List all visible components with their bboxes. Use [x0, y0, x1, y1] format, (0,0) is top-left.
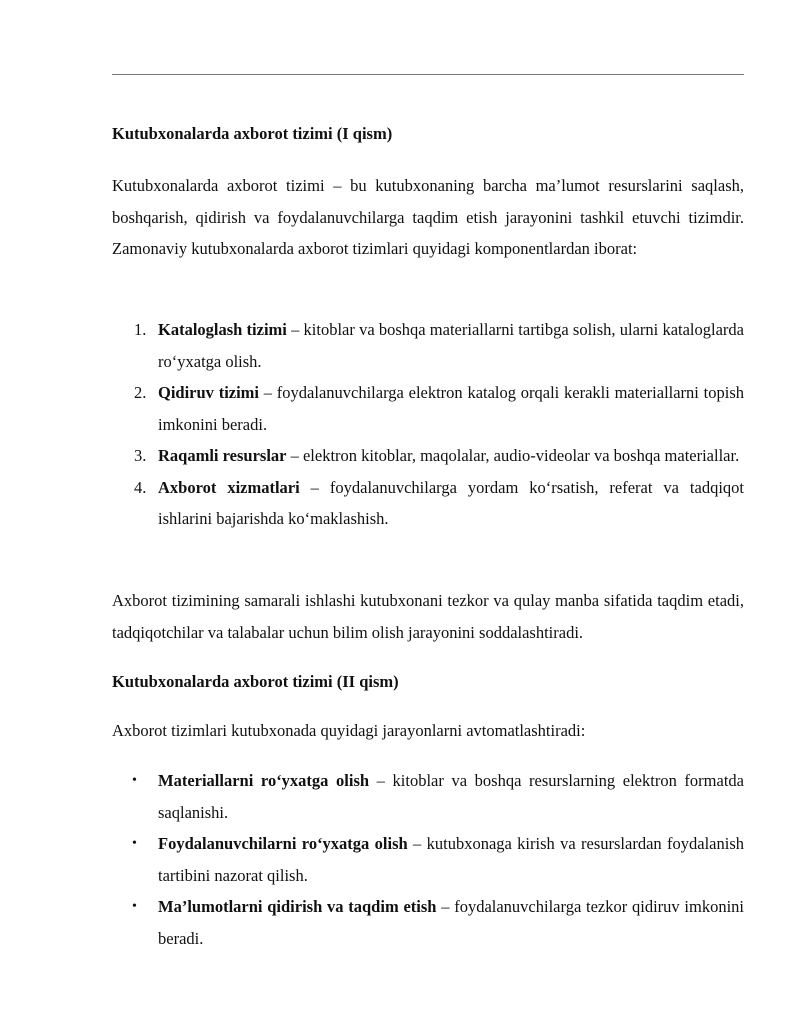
- list-item-text: – foydalanuvchilarga tezkor qidiruv imkonini beradi.: [158, 897, 744, 948]
- list-item-term: Raqamli resurslar: [158, 446, 287, 465]
- list-number: 2.: [134, 383, 147, 402]
- bullet-icon: •: [132, 836, 137, 851]
- section-1-numbered-list: [112, 314, 744, 535]
- section-2-heading: Kutubxonalarda axborot tizimi (II qism): [112, 672, 399, 691]
- section-1-outro: Axborot tizimining samarali ishlashi kutubxonani tezkor va qulay manba sifatida taqdim etadi, tadqiqotchilar va talabalar uchun bilim olish jarayonini soddalashtiradi.: [112, 591, 744, 642]
- bullet-list-item: [112, 891, 744, 954]
- bullet-list-item: [112, 828, 744, 891]
- list-item-term: Materiallarni ro‘yxatga olish: [158, 771, 370, 790]
- section-1-heading: Kutubxonalarda axborot tizimi (I qism): [112, 124, 393, 143]
- list-item-text: – kutubxonaga kirish va resurslardan foydalanish tartibini nazorat qilish.: [158, 834, 744, 885]
- bullet-icon: •: [132, 899, 137, 914]
- list-item-text: – foydalanuvchilarga yordam ko‘rsatish, referat va tadqiqot ishlarini bajarishda ko‘maklashish.: [158, 477, 744, 528]
- list-item-text: – kitoblar va boshqa materiallarni tartibga solish, ularni kataloglarda ro‘yxatga olish.: [158, 320, 744, 371]
- list-number: 1.: [134, 320, 147, 339]
- list-item-text: – elektron kitoblar, maqolalar, audio-videolar va boshqa materiallar.: [286, 446, 740, 465]
- list-item-term: Kataloglash tizimi: [158, 320, 287, 339]
- numbered-list-item: [112, 314, 744, 377]
- section-2-bullet-list: [112, 765, 744, 954]
- list-number: 3.: [134, 446, 147, 465]
- numbered-list-item: [112, 377, 744, 440]
- section-2-intro: Axborot tizimlari kutubxonada quyidagi jarayonlarni avtomatlashtiradi:: [112, 721, 586, 740]
- list-item-term: Ma’lumotlarni qidirish va taqdim etish: [158, 897, 437, 916]
- numbered-list-item: [112, 472, 744, 535]
- numbered-list-item: [112, 440, 744, 472]
- bullet-icon: •: [132, 773, 137, 788]
- section-1-intro: Kutubxonalarda axborot tizimi – bu kutubxonaning barcha ma’lumot resurslarini saqlash, boshqarish, qidirish va foydalanuvchilarga taqdim etish jarayonini tashkil etuvchi tizimdir. Zamonaviy kutubxonalarda axborot tizimlari quyidagi komponentlardan iborat:: [112, 176, 744, 258]
- list-item-text: – foydalanuvchilarga elektron katalog orqali kerakli materiallarni topish imkonini beradi.: [158, 383, 744, 434]
- list-item-text: – kitoblar va boshqa resurslarning elektron formatda saqlanishi.: [158, 771, 744, 822]
- list-item-term: Qidiruv tizimi: [158, 383, 260, 402]
- bullet-list-item: [112, 765, 744, 828]
- list-item-term: Foydalanuvchilarni ro‘yxatga olish: [158, 834, 408, 853]
- list-number: 4.: [134, 477, 147, 497]
- header-divider: [112, 74, 744, 75]
- list-item-term: Axborot xizmatlari: [158, 477, 300, 497]
